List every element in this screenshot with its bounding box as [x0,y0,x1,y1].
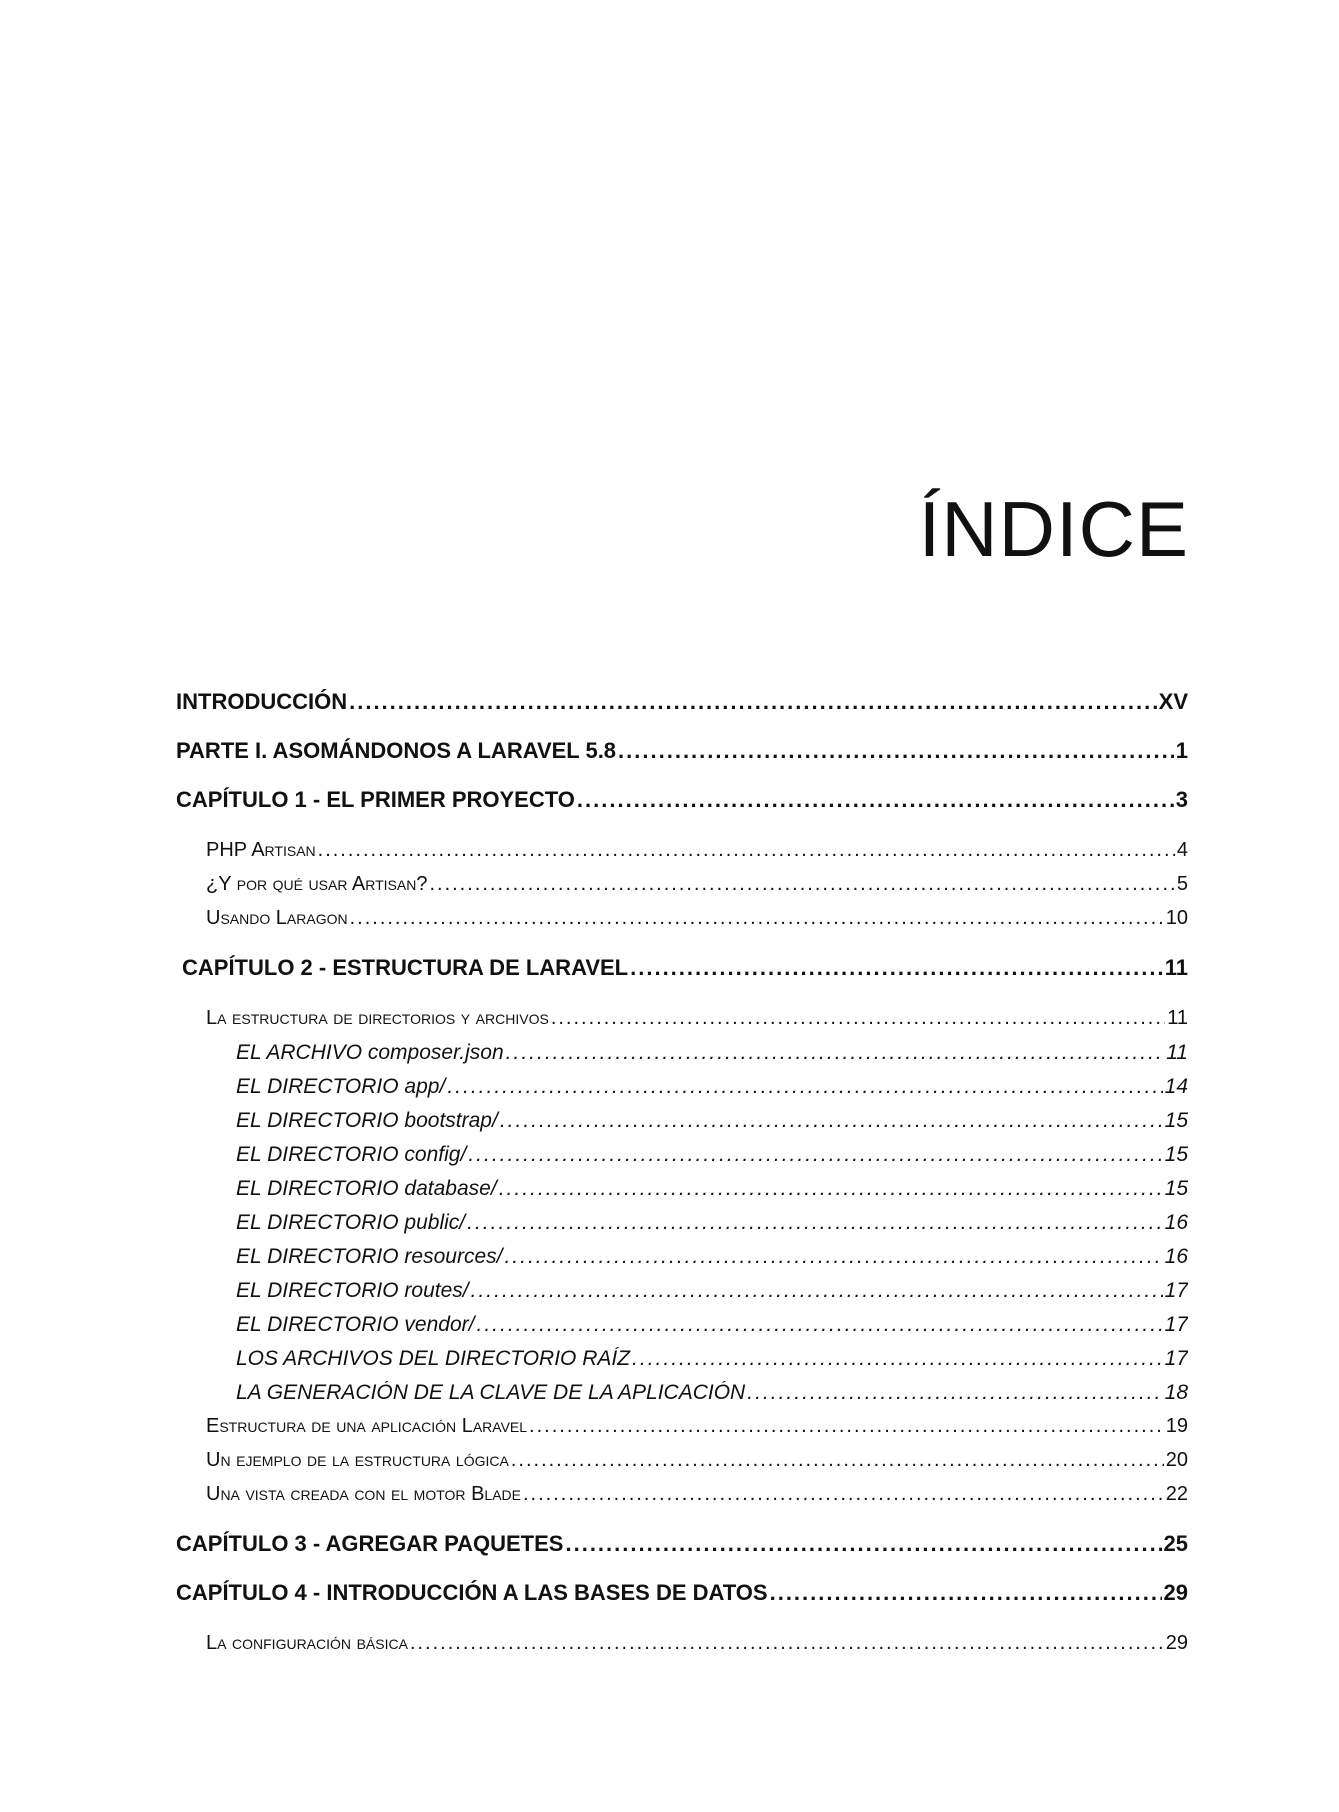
dot-leader [618,738,1174,764]
toc-entry-page: 17 [1164,1313,1188,1336]
toc-entry-page: 19 [1165,1415,1188,1437]
dot-leader [577,787,1174,813]
dot-leader [511,1449,1164,1472]
toc-entry[interactable] [176,787,1188,819]
toc-entry-page: 17 [1164,1279,1188,1302]
toc-entry-page: 20 [1165,1449,1188,1471]
dot-leader [476,1313,1162,1337]
toc-entry-page: 11 [1167,1007,1188,1029]
toc-entry[interactable] [176,1245,1188,1279]
toc-entry-label: La estructura de directorios y archivos [206,1007,549,1029]
toc-entry-page: 25 [1163,1531,1188,1556]
dot-leader [499,1177,1163,1201]
toc-entry[interactable] [176,1211,1188,1245]
toc-entry[interactable] [176,1415,1188,1449]
toc-entry[interactable] [176,1313,1188,1347]
toc-entry-page: 5 [1176,873,1188,895]
toc-entry[interactable] [176,1007,1188,1041]
dot-leader [747,1381,1162,1405]
toc-entry[interactable] [176,689,1188,721]
toc-entry[interactable] [176,1177,1188,1211]
dot-leader [523,1483,1164,1506]
dot-leader [349,689,1157,715]
toc-entry-page: 11 [1164,955,1188,980]
toc-entry-label: Usando Laragon [206,907,348,929]
toc-entry[interactable] [176,1279,1188,1313]
dot-leader [318,839,1175,862]
toc-entry-label: INTRODUCCIÓN [176,689,348,714]
toc-entry-page: 15 [1164,1109,1188,1132]
toc-entry-label: EL DIRECTORIO public/ [236,1211,466,1234]
dot-leader [551,1007,1165,1030]
table-of-contents [176,689,1188,1666]
toc-entry-label: Una vista creada con el motor Blade [206,1483,521,1505]
toc-entry-page: 22 [1165,1483,1188,1505]
toc-entry-label: CAPÍTULO 4 - INTRODUCCIÓN A LAS BASES DE DATOS [176,1580,768,1605]
toc-entry-label: CAPÍTULO 2 - ESTRUCTURA DE LARAVEL [182,955,629,980]
toc-entry-label: EL DIRECTORIO config/ [236,1143,467,1166]
toc-entry-label: EL DIRECTORIO bootstrap/ [236,1109,498,1132]
toc-entry-label: LA GENERACIÓN DE LA CLAVE DE LA APLICACIÓN [236,1381,746,1404]
dot-leader [504,1245,1162,1269]
toc-entry-page: 18 [1164,1381,1188,1404]
toc-entry[interactable] [176,1632,1188,1666]
toc-entry[interactable] [176,1109,1188,1143]
toc-entry[interactable] [176,907,1188,941]
toc-entry-label: PHP Artisan [206,839,316,861]
dot-leader [468,1143,1162,1167]
dot-leader [770,1580,1162,1606]
dot-leader [500,1109,1163,1133]
toc-entry-page: 15 [1164,1177,1188,1200]
toc-entry-label: EL DIRECTORIO routes/ [236,1279,469,1302]
toc-entry-label: CAPÍTULO 3 - AGREGAR PAQUETES [176,1531,564,1556]
dot-leader [410,1632,1164,1655]
dot-leader [429,873,1174,896]
toc-entry-label: EL DIRECTORIO database/ [236,1177,497,1200]
toc-entry-page: 17 [1164,1347,1188,1370]
toc-entry[interactable] [176,873,1188,907]
toc-entry-label: PARTE I. ASOMÁNDONOS A LARAVEL 5.8 [176,738,617,763]
toc-entry[interactable] [176,839,1188,873]
toc-entry-page: 10 [1165,907,1188,929]
toc-entry-page: 3 [1175,787,1188,812]
toc-entry[interactable] [176,1381,1188,1415]
dot-leader [630,955,1163,981]
toc-entry-label: EL ARCHIVO composer.json [236,1041,504,1064]
toc-entry-label: EL DIRECTORIO app/ [236,1075,446,1098]
toc-entry[interactable] [176,1531,1188,1563]
toc-entry[interactable] [176,1143,1188,1177]
dot-leader [565,1531,1161,1557]
toc-entry-label: ¿Y por qué usar Artisan? [206,873,428,895]
dot-leader [447,1075,1162,1099]
toc-entry[interactable] [176,738,1188,770]
toc-entry-page: 11 [1166,1041,1188,1064]
toc-entry[interactable] [176,1449,1188,1483]
dot-leader [506,1041,1165,1065]
toc-entry-page: 1 [1175,738,1188,763]
dot-leader [529,1415,1164,1438]
dot-leader [467,1211,1163,1235]
toc-entry-page: 16 [1164,1211,1188,1234]
toc-entry-label: La configuración básica [206,1632,408,1654]
dot-leader [632,1347,1163,1371]
toc-entry-page: 29 [1163,1580,1188,1605]
toc-entry[interactable] [176,955,1188,987]
dot-leader [350,907,1164,930]
toc-entry-page: 16 [1164,1245,1188,1268]
toc-entry[interactable] [176,1347,1188,1381]
toc-entry[interactable] [176,1483,1188,1517]
toc-entry-page: 14 [1164,1075,1188,1098]
toc-entry-page: 15 [1164,1143,1188,1166]
toc-entry[interactable] [176,1580,1188,1612]
toc-entry-label: CAPÍTULO 1 - EL PRIMER PROYECTO [176,787,575,812]
toc-entry[interactable] [176,1075,1188,1109]
toc-entry-label: EL DIRECTORIO resources/ [236,1245,503,1268]
toc-entry-label: Estructura de una aplicación Laravel [206,1415,528,1437]
dot-leader [471,1279,1163,1303]
toc-entry[interactable] [176,1041,1188,1075]
page-title: ÍNDICE [918,485,1189,573]
toc-entry-page: 29 [1165,1632,1188,1654]
toc-entry-page: XV [1158,689,1188,714]
toc-entry-label: Un ejemplo de la estructura lógica [206,1449,509,1471]
toc-entry-label: LOS ARCHIVOS DEL DIRECTORIO RAÍZ [236,1347,631,1370]
toc-entry-page: 4 [1176,839,1188,861]
toc-entry-label: EL DIRECTORIO vendor/ [236,1313,475,1336]
